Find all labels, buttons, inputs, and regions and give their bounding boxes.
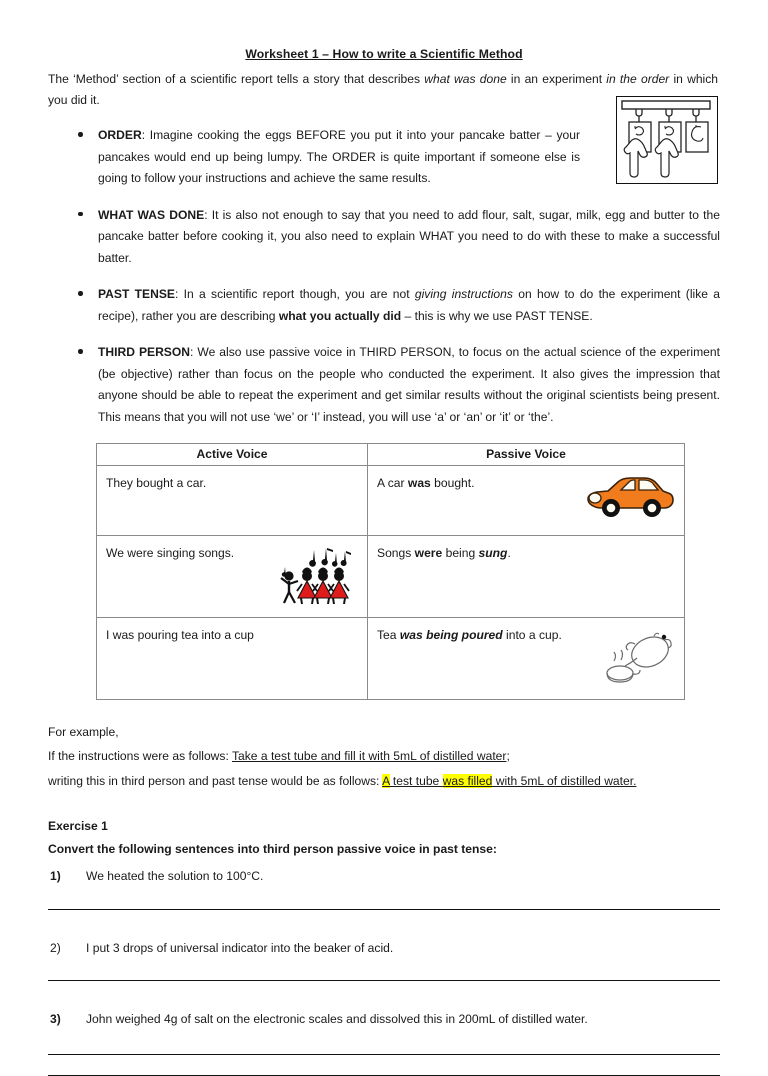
question-text-1: We heated the solution to 100°C. — [86, 868, 264, 883]
cell-active-singing — [97, 536, 368, 618]
bullet-third-person-text: : We also use passive voice in THIRD PERSON, to focus on the actual science of the experiment (be objective) rather than focus on the people who conducted the experiment. It also gives the impression that anyone should be able to repeat the experiment and get similar results without the original scientists being present. This means that you will not use ‘we’ or ‘I’ instead, you will use ‘a’ or ‘an’ or ‘it’ or ‘the’. — [98, 345, 720, 424]
intro-text-2: in an experiment — [506, 72, 607, 87]
question-list — [48, 938, 720, 959]
active-sentence-singing: We were singing songs. — [106, 546, 235, 561]
example-line-2-underlined: Take a test tube and fill it with 5mL of distilled water — [231, 749, 507, 764]
bullet-past-tense — [48, 284, 720, 327]
passive-sing-mid: being — [442, 546, 479, 561]
bullet-what-was-done-text: : It is also not enough to say that you need to add flour, salt, sugar, milk, egg and butter to the pancake batter before cooking it, you also need to explain WHAT you need to do with these to make a successful batter. — [98, 207, 720, 265]
column-header-active-voice: Active Voice — [97, 444, 368, 466]
passive-tea-pre: Tea — [377, 628, 400, 643]
bullet-past-tense-text-a: : In a scientific report though, you are not — [174, 287, 415, 302]
question-list — [48, 1009, 720, 1030]
cell-passive-singing — [368, 536, 685, 618]
passive-sing-bold2: sung — [478, 546, 508, 561]
answer-space-1 — [48, 887, 720, 909]
bullet-dot-icon — [78, 212, 83, 217]
question-item-1 — [48, 866, 720, 887]
teapot-pouring-illustration — [604, 628, 676, 689]
bullet-past-tense-text-b: on how to do the experiment (like a recipe), rather you are describing — [98, 287, 720, 323]
question-item-3 — [48, 1009, 720, 1030]
example-block — [48, 720, 720, 793]
question-list — [48, 866, 720, 887]
orange-car-illustration — [584, 476, 676, 525]
example-line-3 — [48, 769, 720, 793]
bullet-what-was-done-label: WHAT WAS DONE — [98, 207, 205, 222]
cell-active-tea — [97, 618, 368, 700]
answer-space-1b — [48, 910, 720, 934]
bullet-what-was-done — [48, 205, 720, 270]
passive-sentence-car — [377, 476, 475, 490]
bullet-past-tense-bold: what you actually did — [278, 308, 402, 323]
table-row — [97, 466, 685, 536]
example-line-3-pre: writing this in third person and past tense would be as follows: — [48, 773, 383, 788]
example-line-2 — [48, 744, 720, 768]
question-number-2: 2) — [50, 940, 61, 955]
answer-space-2 — [48, 958, 720, 980]
question-text-3: John weighed 4g of salt on the electronic scales and dissolved this in 200mL of distilled water. — [86, 1012, 588, 1027]
bullet-order-label: ORDER — [98, 128, 142, 143]
example-highlight-a: A — [382, 773, 390, 788]
bullet-third-person — [48, 342, 720, 428]
passive-sing-pre: Songs — [377, 546, 415, 561]
bullet-dot-icon — [78, 291, 83, 296]
example-line-2-post: ; — [506, 749, 510, 764]
question-item-2 — [48, 938, 720, 959]
bullet-order-text: : Imagine cooking the eggs BEFORE you put it into your pancake batter – your pancakes would end up being lumpy. The ORDER is quite important if someone else is going to follow your instructions and achieve the same results. — [98, 128, 580, 186]
passive-car-bold: was — [407, 476, 431, 491]
answer-space-2b — [48, 981, 720, 1005]
question-number-1: 1) — [50, 868, 61, 883]
table-row — [97, 618, 685, 700]
intro-text-1: The ‘Method’ section of a scientific report tells a story that describes — [48, 72, 425, 87]
singing-choir-illustration — [273, 546, 359, 607]
active-sentence-tea: I was pouring tea into a cup — [106, 628, 254, 643]
passive-sing-bold: were — [414, 546, 443, 561]
active-sentence-car: They bought a car. — [106, 476, 207, 491]
exercise-heading: Exercise 1 — [48, 818, 108, 833]
example-line-2-pre: If the instructions were as follows: — [48, 749, 232, 764]
table-row — [97, 536, 685, 618]
bullet-past-tense-italic: giving instructions — [414, 287, 513, 302]
answer-space-4 — [48, 1055, 720, 1075]
passive-sing-post: . — [507, 546, 511, 561]
page-title: Worksheet 1 – How to write a Scientific Method — [245, 47, 523, 61]
question-number-3: 3) — [50, 1012, 61, 1027]
example-line-3-mid: test tube — [389, 773, 443, 788]
cell-passive-tea — [368, 618, 685, 700]
document-content — [48, 46, 720, 1076]
exercise-instruction: Convert the following sentences into third person passive voice in past tense: — [48, 842, 497, 857]
answer-line-4[interactable] — [48, 1075, 720, 1076]
example-line-3-post: with 5mL of distilled water. — [492, 773, 637, 788]
bullet-dot-icon — [78, 132, 83, 137]
cell-active-car — [97, 466, 368, 536]
bullet-past-tense-text-c: – this is why we use PAST TENSE. — [401, 308, 593, 323]
intro-text-3: in which you did it. — [48, 72, 719, 108]
answer-space-3 — [48, 1030, 720, 1054]
singer-3 — [329, 568, 349, 605]
passive-car-post: bought. — [430, 476, 475, 491]
intro-italic-2: in the order — [606, 72, 670, 87]
passive-tea-bold: was being poured — [399, 628, 503, 643]
passive-tea-post: into a cup. — [502, 628, 562, 643]
table-header-row — [97, 444, 685, 466]
example-line-1: For example, — [48, 725, 119, 740]
passive-car-pre: A car — [377, 476, 408, 491]
bullet-dot-icon — [78, 349, 83, 354]
column-header-passive-voice: Passive Voice — [368, 444, 685, 466]
bullet-third-person-label: THIRD PERSON — [98, 345, 191, 360]
question-text-2: I put 3 drops of universal indicator into the beaker of acid. — [86, 940, 394, 955]
hands-holding-cards-illustration — [616, 96, 718, 184]
passive-sentence-singing — [377, 546, 511, 560]
passive-sentence-tea — [377, 628, 562, 642]
intro-italic-1: what was done — [424, 72, 507, 87]
active-passive-voice-table — [96, 443, 685, 700]
bullet-past-tense-label: PAST TENSE — [98, 287, 175, 302]
example-highlight-was-filled: was filled — [442, 773, 493, 788]
cell-passive-car — [368, 466, 685, 536]
